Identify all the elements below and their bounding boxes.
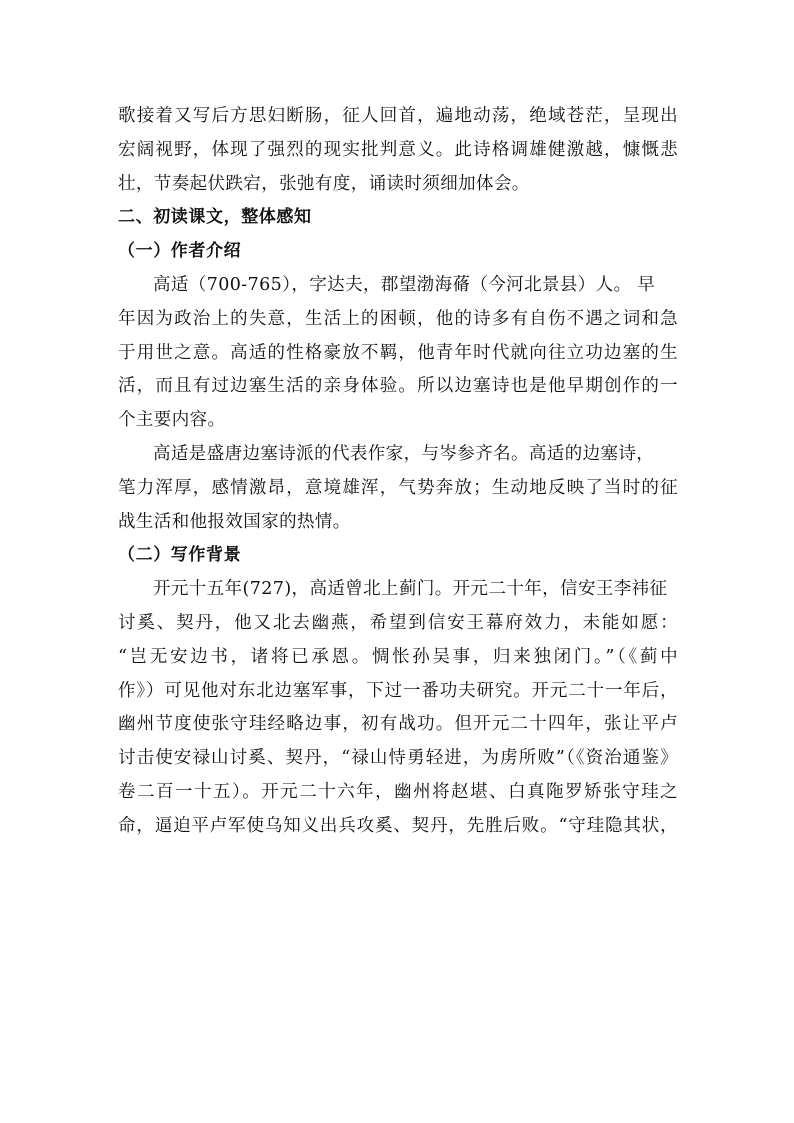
document-page bbox=[118, 100, 678, 844]
background-line-3: “岂无安边书，诸将已承恩。惆怅孙吴事，归来独闭门。”（《蓟中 bbox=[118, 646, 678, 667]
section-heading: 二、初读课文，整体感知 bbox=[118, 207, 312, 228]
subsection-heading-author: （一）作者介绍 bbox=[118, 241, 242, 262]
background-line-8: 命，逼迫平卢军使乌知义出兵攻奚、契丹，先胜后败。“守珪隐其状， bbox=[118, 815, 678, 836]
background-line-2: 讨奚、契丹，他又北去幽燕，希望到信安王幕府效力，未能如愿： bbox=[118, 612, 678, 633]
author-para-2-line-3: 战生活和他报效国家的热情。 bbox=[118, 511, 351, 532]
author-para-1-line-1: 高适（700-765），字达夫，郡望渤海蓨（今河北景县）人。 早 bbox=[153, 274, 656, 295]
background-line-6: 讨击使安禄山讨奚、契丹，“禄山恃勇轻进，为虏所败”（《资治通鉴》 bbox=[118, 748, 678, 769]
author-para-2-line-2: 笔力浑厚，感情激昂，意境雄浑，气势奔放；生动地反映了当时的征 bbox=[118, 477, 678, 498]
body-line-2: 宏阔视野，体现了强烈的现实批判意义。此诗格调雄健激越，慷慨悲 bbox=[118, 139, 678, 160]
author-para-1-line-4: 活，而且有过边塞生活的亲身体验。所以边塞诗也是他早期创作的一 bbox=[118, 376, 678, 397]
background-line-4: 作》）可见他对东北边塞军事，下过一番功夫研究。开元二十一年后， bbox=[118, 680, 678, 701]
author-para-1-line-3: 于用世之意。高适的性格豪放不羁，他青年时代就向往立功边塞的生 bbox=[118, 342, 678, 363]
background-line-7: 卷二百一十五）。开元二十六年，幽州将赵堪、白真陁罗矫张守珪之 bbox=[118, 781, 678, 802]
author-para-2-line-1: 高适是盛唐边塞诗派的代表作家，与岑参齐名。高适的边塞诗， bbox=[153, 443, 655, 464]
subsection-heading-background: （二）写作背景 bbox=[118, 545, 242, 566]
body-line-3: 壮，节奏起伏跌宕，张弛有度，诵读时须细加体会。 bbox=[118, 173, 530, 194]
author-para-1-line-5: 个主要内容。 bbox=[118, 410, 226, 431]
background-line-1: 开元十五年(727)，高适曾北上蓟门。开元二十年，信安王李祎征 bbox=[153, 579, 668, 600]
body-line-1: 歌接着又写后方思妇断肠，征人回首，遍地动荡，绝域苍茫，呈现出 bbox=[118, 106, 678, 126]
background-line-5: 幽州节度使张守珪经略边事，初有战功。但开元二十四年，张让平卢 bbox=[118, 714, 678, 735]
author-para-1-line-2: 年因为政治上的失意，生活上的困顿，他的诗多有自伤不遇之词和急 bbox=[118, 308, 678, 329]
